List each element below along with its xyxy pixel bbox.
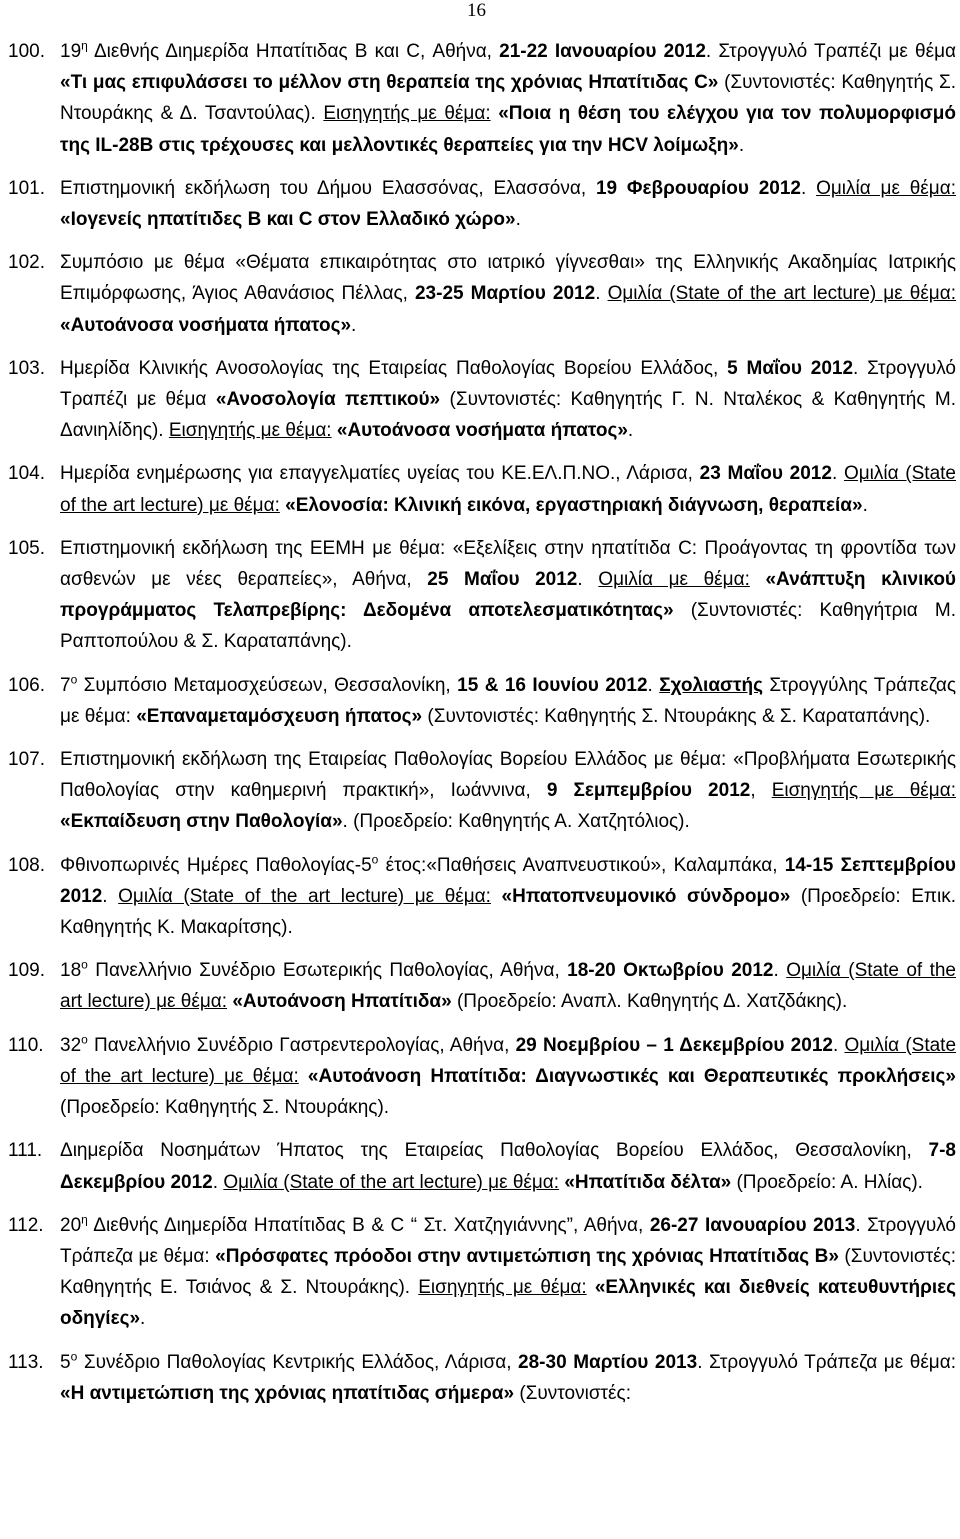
item-number: 107. [8, 749, 45, 771]
item-number: 108. [8, 854, 45, 876]
text-segment: . [800, 177, 817, 199]
text-segment: 32 [60, 1034, 82, 1056]
text-segment: «Η αντιμετώπιση της χρόνιας ηπατίτιδας σήμερα» [60, 1382, 515, 1404]
text-segment: Διημερίδα Νοσημάτων Ήπατος της Εταιρείας Παθολογίας Βορείου Ελλάδος, Θεσσαλονίκη, [60, 1140, 929, 1162]
text-segment: Επιστημονική εκδήλωση του Δήμου Ελασσόνας, Ελασσόνα, [60, 177, 596, 199]
text-segment: «Ανοσολογία πεπτικού» [215, 389, 441, 411]
text-segment: . [102, 885, 119, 907]
text-segment: (Συντονιστές: [514, 1382, 631, 1404]
text-segment: 21-22 Ιανουαρίου 2012 [499, 41, 706, 62]
text-segment: «Επαναμεταμόσχευση ήπατος» [136, 705, 423, 727]
text-segment: . [862, 494, 868, 516]
item-text [60, 1135, 956, 1197]
item-number: 112. [8, 1214, 44, 1236]
text-segment: . [738, 134, 745, 156]
text-segment: «Ηπατίτιδα δέλτα» [564, 1171, 732, 1193]
text-segment: . Στρογγυλό Τράπεζα με θέμα: [697, 1351, 957, 1373]
list-item [8, 173, 956, 235]
item-number: 110. [8, 1034, 44, 1056]
text-segment: 25 Μαΐου 2012 [427, 569, 578, 591]
text-segment: 19 Φεβρουαρίου 2012 [595, 177, 801, 199]
text-segment: . Στρογγυλό Τραπέζι με θέμα [705, 41, 956, 62]
text-segment: Ομιλία (State of the art lecture) με θέμα: [60, 1034, 957, 1087]
text-segment: . [212, 1171, 224, 1193]
text-segment: (Συντονιστές: Καθηγητής Σ. Ντουράκης & Σ. Καραταπάνης). [422, 705, 931, 727]
text-segment: 18 [60, 960, 82, 982]
list-item [8, 247, 956, 341]
text-segment: Διεθνής Διημερίδα Ηπατίτιδας Β και C, Αθήνα, [87, 41, 500, 62]
text-segment: Εισηγητής με θέμα: [168, 420, 332, 442]
text-segment: . Στρογγυλό Τράπεζα με θέμα: [60, 1214, 956, 1267]
text-segment: Ημερίδα Κλινικής Ανοσολογίας της Εταιρείας Παθολογίας Βορείου Ελλάδος, [60, 357, 728, 379]
text-segment: έτος:«Παθήσεις Αναπνευστικού», Καλαμπάκα, [378, 854, 785, 876]
text-segment: (Συντονιστές: Καθηγητής Σ. Ντουράκης & Δ. Τσαντούλας). [60, 72, 957, 125]
list-item [8, 670, 956, 732]
text-segment: (Προεδρείο: Καθηγητής Σ. Ντουράκης). [60, 1097, 390, 1119]
text-segment: Συμπόσιο με θέμα «Θέματα επικαιρότητας στο ιατρικό γίγνεσθαι» της Ελληνικής Ακαδημίας Ιατρικής Επιμόρφωσης, Άγιος Αθανάσιος Πέλλας, [60, 252, 956, 305]
text-segment: Στρογγύλης Τράπεζας με θέμα: [60, 674, 957, 727]
text-segment: 20 [60, 1214, 82, 1236]
page-number: 16 [467, 0, 486, 21]
list-item [8, 458, 956, 520]
item-number: 113. [8, 1351, 44, 1373]
text-segment: (Συντονιστές: Καθηγητής Γ. Ν. Νταλέκος & Καθηγητής Μ. Δανιηλίδης). [60, 389, 956, 442]
item-text [60, 1030, 956, 1124]
text-segment: ο [81, 957, 88, 972]
text-segment: «Ποια η θέση του ελέγχου για τον πολυμορφισμό της IL-28B στις τρέχουσες και μελλοντικές θεραπείες για την HCV λοίμωξη» [60, 103, 956, 156]
text-segment: «Αυτοάνοση Ηπατίτιδα: Διαγνωστικές και Θεραπευτικές προκλήσεις» [307, 1065, 956, 1087]
text-segment: . [140, 1308, 146, 1330]
text-segment: Ημερίδα ενημέρωσης για επαγγελματίες υγείας του ΚΕ.ΕΛ.Π.ΝΟ., Λάρισα, [60, 463, 700, 485]
item-number: 111. [8, 1140, 43, 1162]
publication-list [8, 36, 956, 1421]
text-segment: Ομιλία (State of the art lecture) με θέμα: [118, 885, 491, 907]
list-item [8, 1210, 956, 1335]
text-segment: 9 Σεμπεμβρίου 2012 [546, 780, 751, 802]
list-item [8, 1030, 956, 1124]
list-item [8, 850, 956, 944]
text-segment: ο [371, 852, 379, 867]
text-segment: «Τι μας επιφυλάσσει το μέλλον στη θεραπεία της χρόνιας Ηπατίτιδας C» [60, 72, 719, 94]
list-item [8, 36, 956, 161]
text-segment: 7 [60, 674, 71, 696]
text-segment [491, 886, 502, 907]
text-segment: . [773, 960, 787, 982]
text-segment: Ομιλία (State of the art lecture) με θέμα: [60, 960, 956, 1013]
text-segment: ο [70, 1349, 78, 1364]
text-segment: 18-20 Οκτωβρίου 2012 [567, 960, 774, 982]
item-text [60, 1210, 956, 1335]
item-text [60, 744, 956, 838]
text-segment: Εισηγητής με θέμα: [771, 780, 956, 802]
item-number: 101. [8, 177, 45, 199]
item-text [60, 670, 956, 732]
text-segment: 5 [60, 1351, 71, 1373]
text-segment: «Ηπατοπνευμονικό σύνδρομο» [501, 885, 791, 907]
text-segment: «Πρόσφατες πρόοδοι στην αντιμετώπιση της χρόνιας Ηπατίτιδας Β» [215, 1245, 839, 1267]
text-segment: ο [70, 672, 78, 687]
list-item [8, 533, 956, 658]
item-number: 104. [8, 463, 45, 485]
text-segment: . [647, 674, 660, 696]
item-text [60, 850, 956, 944]
text-segment: «Εκπαίδευση στην Παθολογία» [60, 811, 343, 833]
text-segment: . [627, 420, 634, 442]
text-segment: Εισηγητής με θέμα: [418, 1277, 587, 1299]
item-number: 105. [8, 537, 45, 559]
text-segment: Ομιλία με θέμα: [816, 177, 956, 199]
item-text [60, 353, 956, 447]
text-segment: Ομιλία (State of the art lecture) με θέμα: [223, 1171, 560, 1193]
text-segment: . [577, 569, 599, 591]
text-segment: Σχολιαστής [659, 674, 763, 696]
text-segment: η [81, 38, 88, 53]
item-text [60, 458, 956, 520]
item-text [60, 533, 956, 658]
list-item [8, 353, 956, 447]
item-number: 100. [8, 41, 45, 62]
text-segment: ο [81, 1032, 88, 1047]
text-segment: , [750, 780, 772, 802]
item-number: 103. [8, 357, 45, 379]
text-segment: . Στρογγυλό Τραπέζι με θέμα [60, 357, 956, 411]
text-segment: . [832, 1034, 845, 1056]
text-segment: 29 Νοεμβρίου – 1 Δεκεμβρίου 2012 [515, 1034, 833, 1056]
text-segment: 23-25 Μαρτίου 2012 [414, 283, 596, 305]
text-segment: (Συντονιστές: Καθηγητής Ε. Τσιάνος & Σ. Ντουράκης). [60, 1245, 957, 1299]
list-item [8, 1347, 956, 1409]
item-text [60, 1347, 956, 1409]
text-segment [587, 1277, 595, 1298]
text-segment: «Ελονοσία: Κλινική εικόνα, εργαστηριακή διάγνωση, θεραπεία» [285, 494, 863, 516]
item-number: 102. [8, 252, 45, 274]
item-number: 106. [8, 674, 45, 696]
text-segment: Επιστημονική εκδήλωση της Εταιρείας Παθολογίας Βορείου Ελλάδος με θέμα: «Προβλήματα Εσωτερικής Παθολογίας στην καθημερινή πρακτική», Ιωάννινα, [60, 749, 956, 802]
text-segment: «Ανάπτυξη κλινικού προγράμματος Τελαπρεβίρης: Δεδομένα αποτελεσματικότητας» [60, 569, 956, 622]
text-segment [750, 569, 766, 590]
text-segment: Πανελλήνιο Συνέδριο Εσωτερικής Παθολογίας, Αθήνα, [87, 960, 568, 982]
item-number: 109. [8, 960, 45, 982]
text-segment: Ομιλία (State of the art lecture) με θέμα: [607, 283, 957, 305]
text-segment: η [81, 1212, 88, 1227]
text-segment: «Αυτοάνοσα νοσήματα ήπατος» [60, 314, 352, 336]
text-segment: 14-15 Σεπτεμβρίου 2012 [60, 854, 956, 907]
text-segment: 19 [60, 41, 82, 62]
text-segment [299, 1066, 308, 1087]
item-text [60, 955, 956, 1017]
text-segment: (Προεδρείο: Επικ. Καθηγητής Κ. Μακαρίτσης). [60, 885, 957, 939]
item-text [60, 173, 956, 235]
text-segment: Πανελλήνιο Συνέδριο Γαστρεντερολογίας, Αθήνα, [87, 1034, 516, 1056]
text-segment: . [515, 209, 521, 231]
text-segment: (Συντονιστές: Καθηγήτρια Μ. Ραπτοπούλου & Σ. Καραταπάνης). [60, 600, 957, 653]
text-segment: 15 & 16 Ιουνίου 2012 [457, 674, 648, 696]
text-segment: . [831, 463, 844, 485]
text-segment: Φθινοπωρινές Ημέρες Παθολογίας-5 [60, 854, 372, 876]
text-segment: Συμπόσιο Μεταμοσχεύσεων, Θεσσαλονίκη, [77, 674, 458, 696]
text-segment: Συνέδριο Παθολογίας Κεντρικής Ελλάδος, Λάρισα, [77, 1351, 519, 1373]
text-segment: 5 Μαΐου 2012 [727, 357, 854, 379]
text-segment: «Ιογενείς ηπατίτιδες Β και C στον Ελλαδικό χώρο» [60, 209, 516, 231]
text-segment: . (Προεδρείο: Καθηγητής Α. Χατζητόλιος). [342, 811, 690, 833]
item-text [60, 247, 956, 341]
list-item [8, 1135, 956, 1197]
list-item [8, 744, 956, 838]
item-text [60, 36, 956, 161]
text-segment: «Αυτοάνοση Ηπατίτιδα» [232, 991, 452, 1013]
text-segment: Εισηγητής με θέμα: [323, 103, 491, 125]
text-segment: 23 Μαΐου 2012 [699, 463, 832, 485]
text-segment: . [351, 314, 357, 336]
text-segment: «Αυτοάνοσα νοσήματα ήπατος» [336, 420, 628, 442]
text-segment: Ομιλία με θέμα: [598, 569, 750, 591]
list-item [8, 955, 956, 1017]
text-segment: . [595, 283, 608, 305]
text-segment: Ομιλία (State of the art lecture) με θέμα: [60, 463, 956, 516]
text-segment: Διεθνής Διημερίδα Ηπατίτιδας Β & C “ Στ. Χατζηγιάννης”, Αθήνα, [87, 1214, 650, 1236]
text-segment: (Προεδρείο: Αναπλ. Καθηγητής Δ. Χατζδάκης). [451, 991, 848, 1013]
text-segment: 26-27 Ιανουαρίου 2013 [649, 1214, 856, 1236]
text-segment: 7-8 Δεκεμβρίου 2012 [60, 1140, 956, 1193]
text-segment: Επιστημονική εκδήλωση της ΕΕΜΗ με θέμα: «Εξελίξεις στην ηπατίτιδα C: Προάγοντας τη φροντίδα των ασθενών με νέες θεραπείες», Αθήνα, [60, 537, 956, 591]
text-segment: 28-30 Μαρτίου 2013 [518, 1351, 698, 1373]
text-segment: (Προεδρείο: Α. Ηλίας). [731, 1171, 923, 1193]
text-segment: «Ελληνικές και διεθνείς κατευθυντήριες οδηγίες» [60, 1277, 956, 1330]
